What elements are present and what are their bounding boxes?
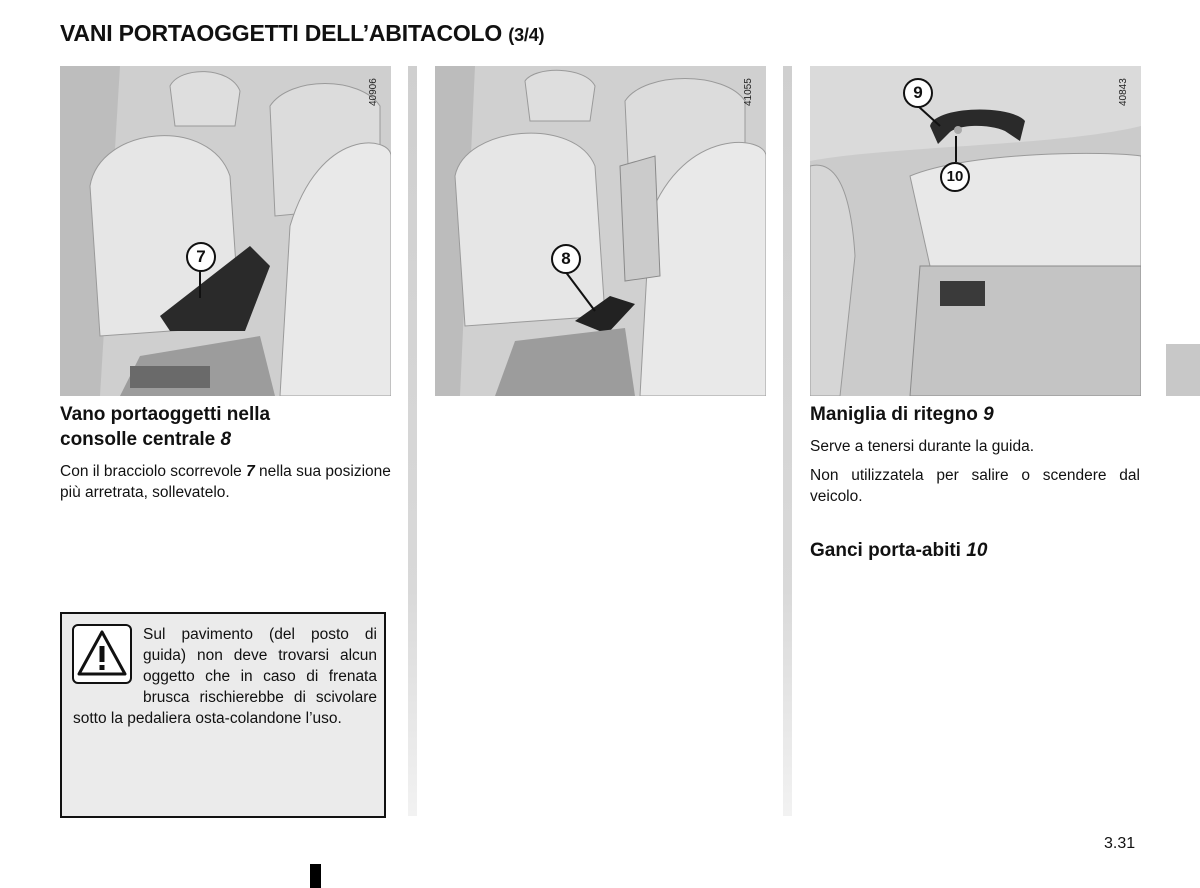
console-drawing <box>435 66 766 396</box>
body-text-part: Con il bracciolo scorrevole <box>60 463 242 480</box>
warning-text-block <box>73 624 377 729</box>
callout-10: 10 <box>940 162 970 192</box>
section-heading-grab-handle <box>810 402 994 427</box>
callout-9: 9 <box>903 78 933 108</box>
heading-text: Ganci porta-abiti <box>810 540 961 561</box>
heading-ref-number: 8 <box>220 429 232 450</box>
heading-ref-number: 9 <box>983 404 994 425</box>
section-heading-console <box>60 402 390 452</box>
crop-mark <box>310 864 321 888</box>
heading-ref-number: 10 <box>966 540 988 561</box>
figure-ref-code: 40843 <box>1118 78 1129 106</box>
grab-handle-warning: Non utilizzatela per salire o scendere dal veicolo. <box>810 467 1140 505</box>
figure-ref-code: 40906 <box>368 78 379 106</box>
section-heading-coat-hooks <box>810 538 987 563</box>
armrest-drawing <box>60 66 391 396</box>
page-indicator: (3/4) <box>508 25 545 45</box>
heading-text: Maniglia di ritegno <box>810 404 978 425</box>
page-title <box>60 20 544 47</box>
body-text-part: nella sua posizione più arretrata, sollevatelo. <box>60 463 391 501</box>
body-ref-number: 7 <box>246 463 255 480</box>
grab-handle-drawing <box>810 66 1141 396</box>
page-number: 3.31 <box>1104 835 1136 852</box>
grab-handle-usage: Serve a tenersi durante la guida. <box>810 438 1035 455</box>
console-description <box>60 461 391 503</box>
console-storage-illustration <box>435 66 766 396</box>
armrest-illustration <box>60 66 391 396</box>
callout-7: 7 <box>186 242 216 272</box>
warning-box <box>60 612 386 818</box>
grab-handle-illustration <box>810 66 1141 396</box>
chapter-tab <box>1166 344 1200 396</box>
column-divider <box>783 66 792 816</box>
page-title-text: VANI PORTAOGGETTI DELL’ABITACOLO <box>60 20 503 46</box>
warning-text: Sul pavimento (del posto di guida) non deve trovarsi alcun oggetto che in caso di frenata brusca rischierebbe di scivolare sotto la pedaliera osta-colandone l’uso. <box>73 626 377 727</box>
heading-line1: Vano portaoggetti nella <box>60 404 271 425</box>
figure-ref-code: 41055 <box>743 78 754 106</box>
callout-8: 8 <box>551 244 581 274</box>
heading-line2: consolle centrale <box>60 429 216 450</box>
column-divider <box>408 66 417 816</box>
